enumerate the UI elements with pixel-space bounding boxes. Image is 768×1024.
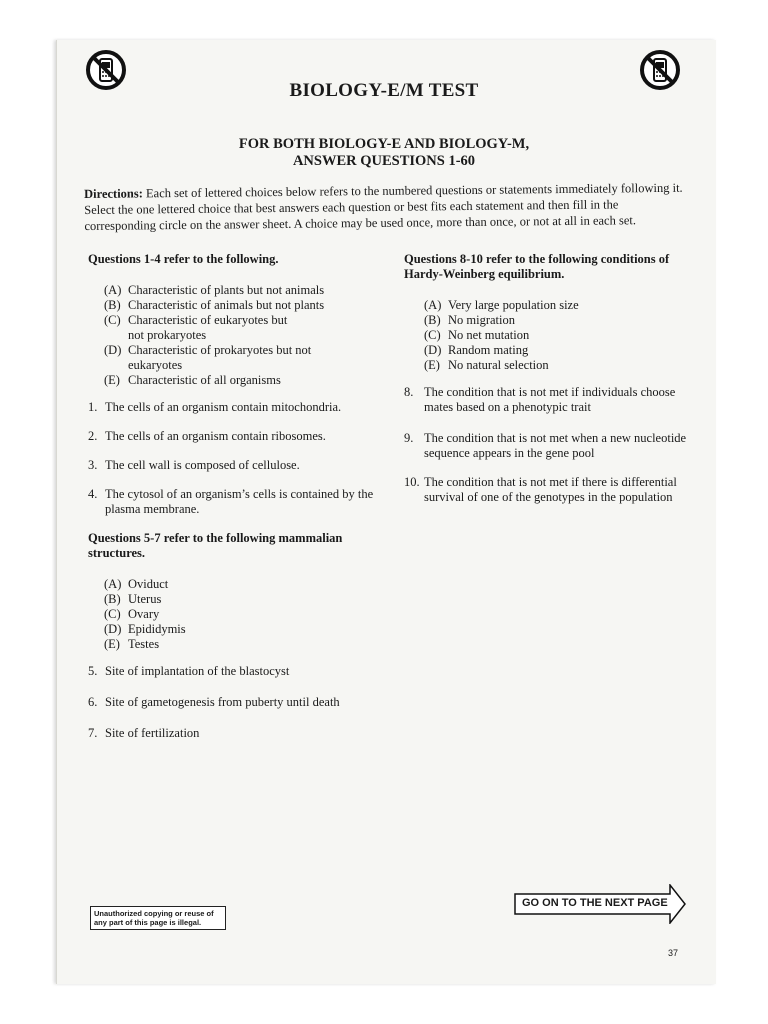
choice-text: Characteristic of prokaryotes but not eukaryotes: [128, 343, 312, 372]
subtitle-line-1: FOR BOTH BIOLOGY-E AND BIOLOGY-M,: [238, 136, 530, 152]
page-title: BIOLOGY-E/M TEST: [289, 80, 479, 101]
choice-letter: (D): [104, 343, 122, 357]
subtitle-line-2: ANSWER QUESTIONS 1-60: [292, 153, 476, 169]
question-number: 9.: [404, 431, 414, 445]
choice-text: No migration: [448, 313, 516, 327]
choice-letter: (D): [424, 343, 442, 357]
choice-letter: (A): [104, 283, 122, 297]
question-number: 6.: [88, 695, 98, 709]
question-number: 8.: [404, 385, 414, 399]
group-2-choices: [104, 577, 378, 652]
question-1: [88, 400, 378, 415]
choice-text: No net mutation: [448, 328, 530, 342]
choice-text: No natural selection: [448, 358, 549, 372]
choice-letter: (B): [424, 313, 441, 327]
question-text: The condition that is not met if individuals choose mates based on a phenotypic trait: [424, 385, 676, 414]
choice-letter: (B): [104, 592, 121, 606]
question-text: The cell wall is composed of cellulose.: [105, 458, 300, 472]
right-column: [404, 252, 694, 519]
question-number: 2.: [88, 429, 98, 443]
choice-letter: (C): [104, 607, 121, 621]
choice-text: Testes: [128, 637, 160, 651]
group-1-heading: Questions 1-4 refer to the following.: [88, 252, 279, 266]
question-text: The condition that is not met when a new nucleotide sequence appears in the gene pool: [424, 431, 687, 460]
question-text: The cells of an organism contain mitochondria.: [105, 400, 342, 414]
choice-text: Ovary: [128, 607, 160, 621]
question-4: [88, 487, 378, 517]
question-8: [404, 385, 694, 415]
choice-text: Oviduct: [128, 577, 169, 591]
choice-letter: (A): [424, 298, 442, 312]
question-text: The cells of an organism contain ribosomes.: [105, 429, 326, 443]
question-3: [88, 458, 378, 473]
choice-letter: (E): [104, 373, 120, 387]
group-3-choices: [424, 298, 694, 373]
choice-text: Characteristic of plants but not animals: [128, 283, 325, 297]
directions-label: Directions:: [84, 186, 143, 201]
choice-letter: (E): [104, 637, 120, 651]
question-6: [88, 695, 378, 710]
next-page-label: GO ON TO THE NEXT PAGE: [522, 897, 668, 909]
group-1-choices: [104, 283, 378, 388]
choice-text: Characteristic of animals but not plants: [128, 298, 325, 312]
choice: [424, 358, 694, 373]
question-number: 4.: [88, 487, 98, 501]
choice: [104, 592, 378, 607]
choice-text: Uterus: [128, 592, 162, 606]
choice-letter: (B): [104, 298, 121, 312]
next-page-banner: [514, 884, 686, 924]
group-2-heading: Questions 5-7 refer to the following mammalian structures.: [88, 531, 343, 560]
choice: [104, 343, 378, 373]
choice-letter: (A): [104, 577, 122, 591]
question-7: [88, 726, 378, 741]
choice-text: Epididymis: [128, 622, 186, 636]
choice: [104, 373, 378, 388]
choice: [104, 622, 378, 637]
question-10: [404, 475, 694, 505]
choice-letter: (C): [424, 328, 441, 342]
question-number: 5.: [88, 664, 98, 678]
left-column: [88, 252, 378, 755]
copyright-notice: Unauthorized copying or reuse of any part of this page is illegal.: [90, 906, 226, 930]
question-text: The condition that is not met if there is differential survival of one of the genotypes in the population: [424, 475, 677, 504]
choice-letter: (C): [104, 313, 121, 327]
question-5: [88, 664, 378, 679]
choice: [424, 298, 694, 313]
choice-text: Very large population size: [448, 298, 579, 312]
question-9: [404, 431, 694, 461]
question-text: Site of gametogenesis from puberty until death: [105, 695, 340, 709]
choice: [104, 298, 378, 313]
group-3-heading: Questions 8-10 refer to the following conditions of Hardy-Weinberg equilibrium.: [404, 252, 670, 281]
question-number: 7.: [88, 726, 98, 740]
question-number: 10.: [404, 475, 420, 489]
choice: [104, 577, 378, 592]
choice: [104, 283, 378, 298]
choice-letter: (D): [104, 622, 122, 636]
choice: [104, 637, 378, 652]
question-2: [88, 429, 378, 444]
choice: [424, 328, 694, 343]
question-text: Site of implantation of the blastocyst: [105, 664, 290, 678]
choice: [424, 343, 694, 358]
question-text: Site of fertilization: [105, 726, 200, 740]
page-subtitle: [0, 136, 768, 170]
choice: [104, 313, 378, 343]
choice: [424, 313, 694, 328]
question-text: The cytosol of an organism’s cells is contained by the plasma membrane.: [105, 487, 374, 516]
question-number: 1.: [88, 400, 98, 414]
choice: [104, 607, 378, 622]
question-number: 3.: [88, 458, 98, 472]
choice-text: Characteristic of eukaryotes but not prokaryotes: [128, 313, 288, 342]
page-number: 37: [668, 948, 679, 958]
directions-text: Each set of lettered choices below refers to the numbered questions or statements immediately following it. Select the one lettered choice that best answers each question or best fits each statement and then fill in the corresponding circle on the answer sheet. A choice may be used once, more than once, or not at all in each set.: [84, 180, 683, 233]
choice-text: Random mating: [448, 343, 529, 357]
directions: [84, 180, 684, 234]
choice-letter: (E): [424, 358, 440, 372]
choice-text: Characteristic of all organisms: [128, 373, 281, 387]
